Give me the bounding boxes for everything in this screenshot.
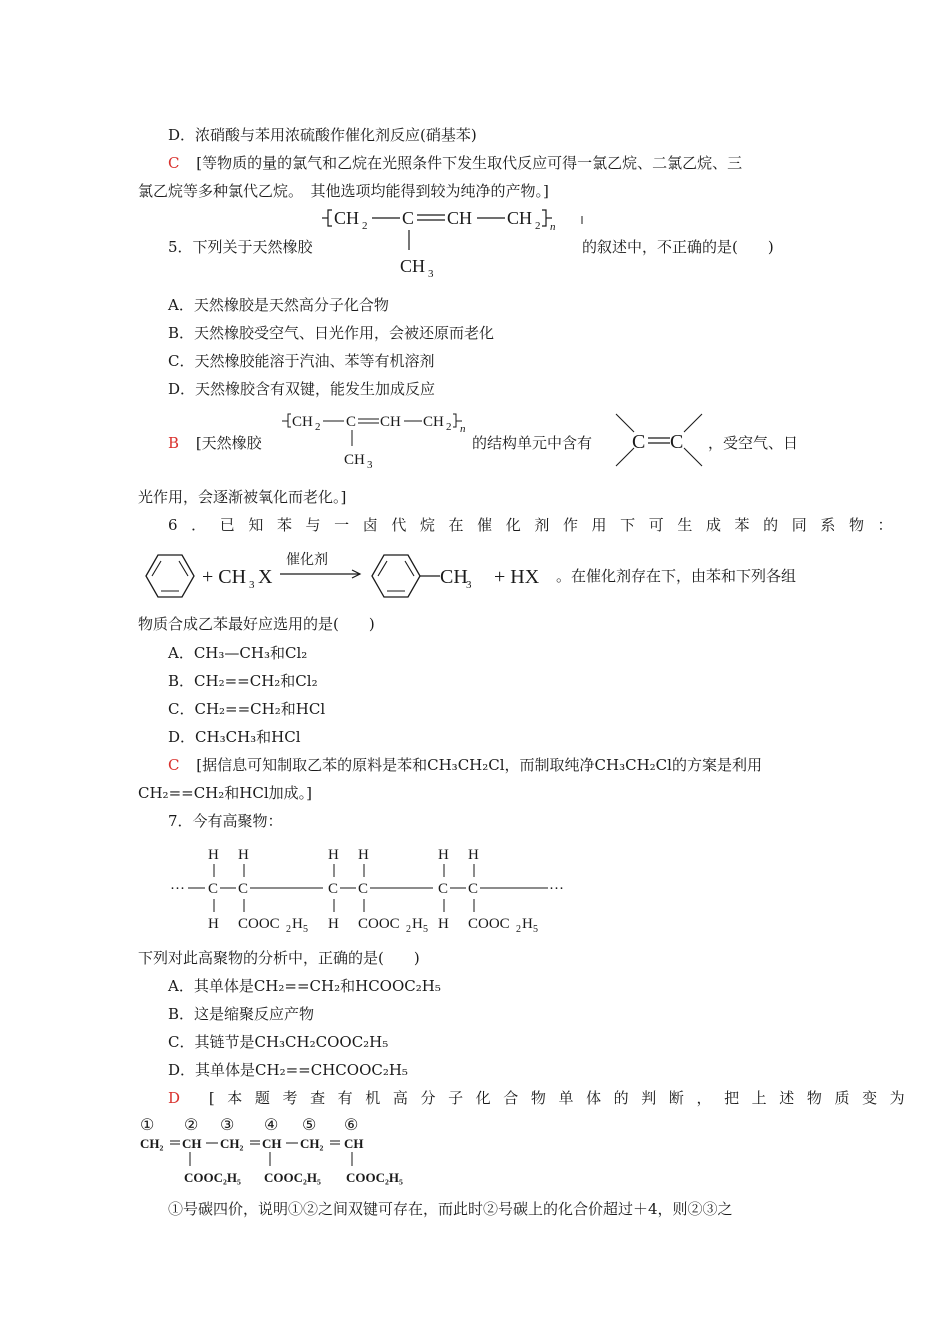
svg-text:CH: CH bbox=[400, 256, 426, 276]
q6-stem-1: 6．已知苯与一卤代烷在催化剂作用下可生成苯的同系物： bbox=[168, 516, 907, 534]
svg-text:H: H bbox=[328, 847, 339, 863]
svg-text:④: ④ bbox=[264, 1117, 279, 1134]
svg-text:5: 5 bbox=[423, 924, 428, 935]
svg-text:H: H bbox=[438, 916, 449, 932]
natural-rubber-structure bbox=[320, 200, 590, 280]
svg-text:CH: CH bbox=[447, 208, 473, 228]
svg-text:COOC: COOC bbox=[358, 916, 400, 932]
q6-option-d: D．CH₃CH₃和HCl bbox=[168, 728, 301, 746]
q7-explanation-2: ①号碳四价，说明①②之间双键可存在，而此时②号碳上的化合价超过＋4，则②③之 bbox=[168, 1200, 733, 1218]
q5-explanation-2: 光作用，会逐渐被氧化而老化。] bbox=[138, 488, 347, 506]
svg-text:2: 2 bbox=[535, 220, 541, 232]
svg-text:H: H bbox=[438, 847, 449, 863]
svg-text:CH: CH bbox=[380, 414, 401, 430]
q7-option-c: C．其链节是CH₃CH₂COOC₂H₅ bbox=[168, 1033, 389, 1051]
svg-text:COOC: COOC bbox=[238, 916, 280, 932]
q6-explanation-1: [据信息可知制取乙苯的原料是苯和CH₃CH₂Cl，而制取纯净CH₃CH₂Cl的方案是利用 bbox=[196, 756, 762, 774]
q5-stem-pre: 5．下列关于天然橡胶 bbox=[168, 238, 313, 256]
svg-text:COOC: COOC bbox=[468, 916, 510, 932]
svg-text:3: 3 bbox=[367, 459, 373, 471]
svg-text:5: 5 bbox=[533, 924, 538, 935]
q6-option-c: C．CH₂==CH₂和HCl bbox=[168, 700, 326, 718]
q5-option-d: D．天然橡胶含有双键，能发生加成反应 bbox=[168, 380, 436, 398]
q6-reaction-equation bbox=[138, 548, 558, 604]
q5-answer-line bbox=[168, 433, 262, 453]
svg-text:X: X bbox=[258, 566, 273, 588]
q7-option-d: D．其单体是CH₂==CHCOOC₂H₅ bbox=[168, 1061, 408, 1079]
svg-text:CH₂: CH₂ bbox=[220, 1136, 244, 1151]
svg-text:H: H bbox=[468, 847, 479, 863]
q7-stem: 7．今有高聚物： bbox=[168, 812, 283, 830]
svg-text:COOC₂H₅: COOC₂H₅ bbox=[184, 1170, 241, 1185]
svg-text:H: H bbox=[522, 916, 533, 932]
svg-text:H: H bbox=[328, 916, 339, 932]
q6-option-a: A．CH₃—CH₃和Cl₂ bbox=[168, 644, 308, 662]
svg-text:2: 2 bbox=[315, 421, 321, 433]
svg-text:+ HX: + HX bbox=[494, 566, 540, 588]
q7-option-a: A．其单体是CH₂==CH₂和HCOOC₂H₅ bbox=[168, 977, 441, 995]
svg-text:CH: CH bbox=[334, 208, 360, 228]
svg-text:3: 3 bbox=[428, 268, 434, 280]
q6-option-b: B．CH₂==CH₂和Cl₂ bbox=[168, 672, 318, 690]
svg-text:2: 2 bbox=[406, 924, 411, 935]
q5-answer-letter: B bbox=[168, 434, 180, 452]
svg-text:C: C bbox=[238, 881, 249, 897]
q7-question: 下列对此高聚物的分析中，正确的是( ) bbox=[138, 949, 420, 967]
svg-text:C: C bbox=[468, 881, 479, 897]
q4-explanation-1: [等物质的量的氯气和乙烷在光照条件下发生取代反应可得一氯乙烷、二氯乙烷、三 bbox=[196, 154, 743, 172]
q5-option-b: B．天然橡胶受空气、日光作用，会被还原而老化 bbox=[168, 324, 495, 342]
svg-text:3: 3 bbox=[249, 579, 255, 591]
svg-text:3: 3 bbox=[466, 579, 472, 591]
svg-text:C: C bbox=[346, 414, 357, 430]
q4-option-d: D．浓硝酸与苯用浓硫酸作催化剂反应(硝基苯) bbox=[168, 126, 477, 144]
svg-text:2: 2 bbox=[446, 421, 452, 433]
svg-text:CH: CH bbox=[182, 1136, 202, 1151]
q6-stem-after-equation: 。在催化剂存在下，由苯和下列各组 bbox=[556, 567, 797, 585]
svg-text:H: H bbox=[238, 847, 249, 863]
monomer-chain-structure bbox=[140, 1116, 430, 1188]
svg-text:H: H bbox=[208, 916, 219, 932]
svg-text:CH: CH bbox=[344, 1136, 364, 1151]
svg-text:②: ② bbox=[184, 1117, 199, 1134]
svg-text:2: 2 bbox=[286, 924, 291, 935]
svg-text:2: 2 bbox=[362, 220, 368, 232]
svg-text:CH: CH bbox=[292, 414, 313, 430]
svg-text:+ CH: + CH bbox=[202, 566, 247, 588]
svg-text:CH₂: CH₂ bbox=[140, 1136, 164, 1151]
svg-text:H: H bbox=[292, 916, 303, 932]
svg-text:5: 5 bbox=[303, 924, 308, 935]
svg-text:n: n bbox=[550, 221, 556, 233]
q5-explanation-pre: [天然橡胶 bbox=[195, 434, 262, 452]
polymer-structure bbox=[170, 842, 570, 938]
q6-answer-line bbox=[168, 755, 762, 775]
svg-text:···: ··· bbox=[549, 881, 564, 897]
svg-text:①: ① bbox=[140, 1117, 155, 1134]
svg-text:C: C bbox=[208, 881, 219, 897]
q6-explanation-2: CH₂==CH₂和HCl加成。] bbox=[138, 784, 312, 802]
svg-text:CH: CH bbox=[507, 208, 533, 228]
svg-text:C: C bbox=[402, 208, 415, 228]
q6-stem-2: 物质合成乙苯最好应选用的是( ) bbox=[138, 615, 375, 633]
svg-text:H: H bbox=[208, 847, 219, 863]
q5-option-c: C．天然橡胶能溶于汽油、苯等有机溶剂 bbox=[168, 352, 435, 370]
q5-option-a: A．天然橡胶是天然高分子化合物 bbox=[168, 296, 389, 314]
svg-text:C: C bbox=[358, 881, 369, 897]
q5-stem-post: 的叙述中，不正确的是( ) bbox=[582, 238, 774, 256]
svg-text:COOC₂H₅: COOC₂H₅ bbox=[346, 1170, 403, 1185]
svg-text:COOC₂H₅: COOC₂H₅ bbox=[264, 1170, 321, 1185]
q7-answer-line bbox=[168, 1088, 917, 1108]
q5-explanation-post: ，受空气、日 bbox=[708, 434, 799, 452]
double-bond-structure bbox=[612, 410, 706, 470]
toluene-ring-icon bbox=[372, 555, 420, 597]
svg-text:2: 2 bbox=[516, 924, 521, 935]
q4-explanation-2: 氯乙烷等多种氯代乙烷。 其他选项均能得到较为纯净的产物。] bbox=[138, 182, 549, 200]
benzene-ring-icon bbox=[146, 555, 194, 597]
svg-text:CH: CH bbox=[262, 1136, 282, 1151]
svg-text:C: C bbox=[438, 881, 449, 897]
q4-answer-line bbox=[168, 153, 742, 173]
q4-answer-letter: C bbox=[168, 154, 180, 172]
svg-text:⑤: ⑤ bbox=[302, 1117, 317, 1134]
svg-text:CH: CH bbox=[440, 566, 468, 588]
svg-text:C: C bbox=[670, 431, 684, 453]
svg-text:H: H bbox=[412, 916, 423, 932]
svg-text:H: H bbox=[358, 847, 369, 863]
svg-text:CH₂: CH₂ bbox=[300, 1136, 324, 1151]
catalyst-label: 催化剂 bbox=[286, 553, 328, 568]
q7-option-b: B．这是缩聚反应产物 bbox=[168, 1005, 315, 1023]
svg-text:CH: CH bbox=[423, 414, 444, 430]
svg-text:n: n bbox=[460, 423, 466, 435]
natural-rubber-structure-small bbox=[282, 408, 472, 472]
svg-text:C: C bbox=[632, 431, 646, 453]
q7-answer-letter: D bbox=[168, 1089, 181, 1107]
svg-text:C: C bbox=[328, 881, 339, 897]
svg-text:CH: CH bbox=[344, 452, 365, 468]
svg-text:③: ③ bbox=[220, 1117, 235, 1134]
svg-text:⑥: ⑥ bbox=[344, 1117, 359, 1134]
svg-text:···: ··· bbox=[170, 881, 185, 897]
q7-explanation-1: [本题考查有机高分子化合物单体的判断，把上述物质变为 bbox=[208, 1089, 918, 1107]
q5-explanation-mid: 的结构单元中含有 bbox=[472, 434, 593, 452]
q6-answer-letter: C bbox=[168, 756, 180, 774]
